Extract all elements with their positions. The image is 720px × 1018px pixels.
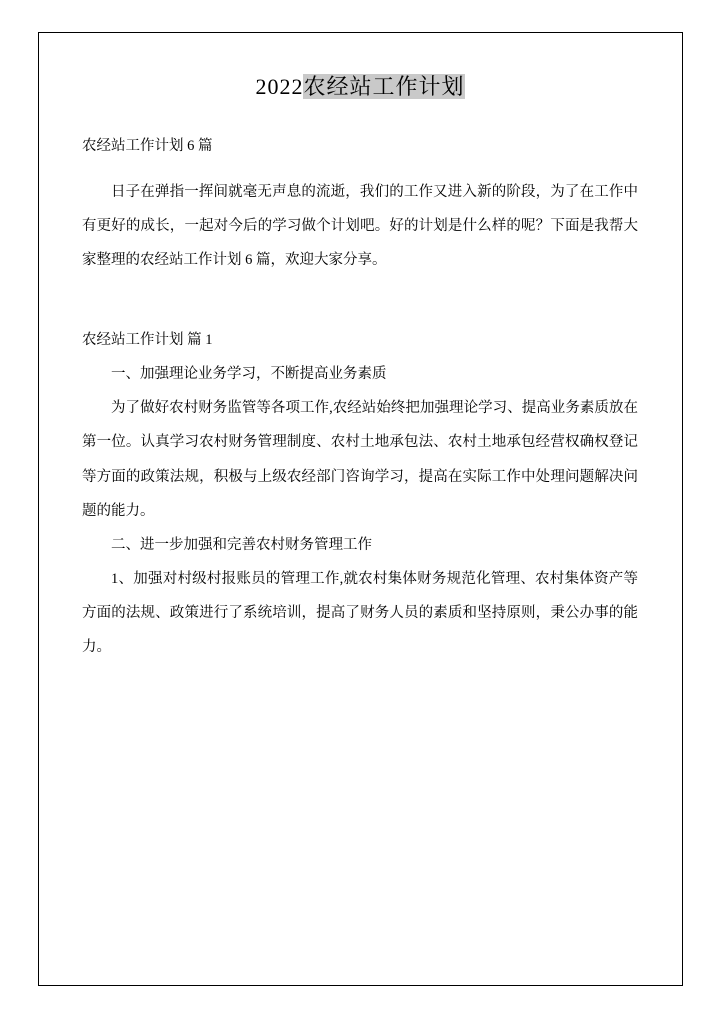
title-plain-part: 2022 xyxy=(255,74,304,99)
title-highlight-part: 农经站工作计划 xyxy=(303,74,465,99)
item-body-1: 为了做好农村财务监管等各项工作,农经站始终把加强理论学习、提高业务素质放在第一位。认真学习农村财务管理制度、农村土地承包法、农村土地承包经营权确权登记等方面的政策法规，积极与上级农经部门咨询学习，提高在实际工作中处理问题解决问题的能力。 xyxy=(82,400,638,519)
document-content xyxy=(82,70,638,664)
spacer xyxy=(82,163,638,175)
item-heading-2: 二、进一步加强和完善农村财务管理工作 xyxy=(111,536,372,553)
item-body-2: 1、加强对村级村报账员的管理工作,就农村集体财务规范化管理、农村集体资产等方面的法规、政策进行了系统培训，提高了财务人员的素质和坚持原则，秉公办事的能力。 xyxy=(82,570,638,655)
section-heading-1: 农经站工作计划 篇 1 xyxy=(82,332,213,349)
intro-paragraph: 日子在弹指一挥间就毫无声息的流逝，我们的工作又进入新的阶段，为了在工作中有更好的成长，一起对今后的学习做个计划吧。好的计划是什么样的呢？下面是我帮大家整理的农经站工作计划 6 篇，欢迎大家分享。 xyxy=(82,184,638,269)
item-heading-1: 一、加强理论业务学习，不断提高业务素质 xyxy=(111,366,387,383)
page-title xyxy=(82,70,638,103)
spacer xyxy=(82,277,638,323)
subtitle-line: 农经站工作计划 6 篇 xyxy=(82,138,213,154)
